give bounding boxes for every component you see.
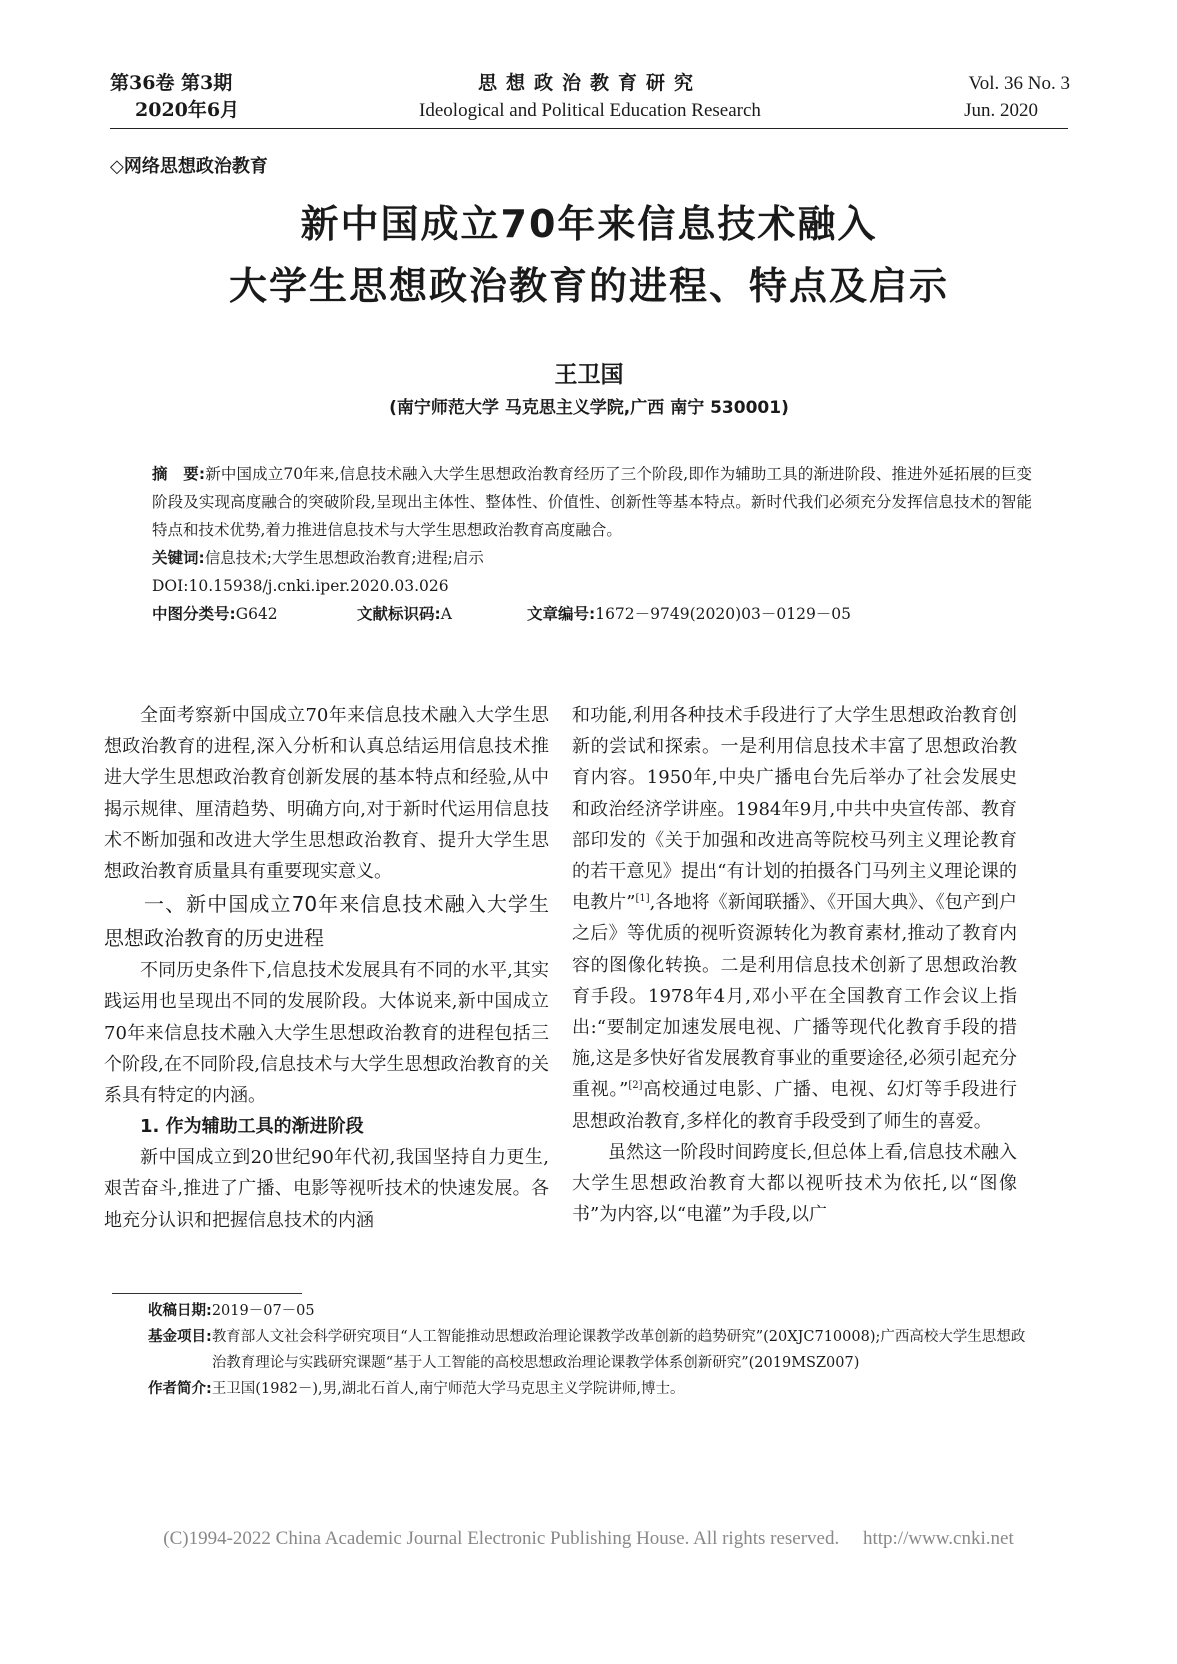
clc-label: 中图分类号: <box>152 605 236 623</box>
column-tag: ◇网络思想政治教育 <box>110 156 268 177</box>
abstract-text: 新中国成立70年来,信息技术融入大学生思想政治教育经历了三个阶段,即作为辅助工具的渐进阶段、推进外延拓展的巨变阶段及实现高度融合的突破阶段,呈现出主体性、整体性、价值性、创新性等基本特点。新时代我们必须充分发挥信息技术的智能特点和技术优势,着力推进信息技术与大学生思想政治教育高度融合。 <box>152 465 1032 539</box>
body-left-column <box>104 700 549 1236</box>
received-label: 收稿日期: <box>148 1303 212 1319</box>
body-paragraph: 新中国成立到20世纪90年代初,我国坚持自力更生,艰苦奋斗,推进了广播、电影等视听技术的快速发展。各地充分认识和把握信息技术的内涵 <box>104 1147 549 1231</box>
article-no-value: 1672－9749(2020)03－0129－05 <box>595 605 852 623</box>
author-bio-value: 王卫国(1982－),男,湖北石首人,南宁师范大学马克思主义学院讲师,博士。 <box>211 1381 685 1397</box>
article-number <box>527 600 851 628</box>
author-affiliation: (南宁师范大学 马克思主义学院,广西 南宁 530001) <box>389 398 789 418</box>
volume-issue-en: Vol. 36 No. 3 <box>968 73 1070 94</box>
paragraph-segment: 和功能,利用各种技术手段进行了大学生思想政治教育创新的尝试和探索。一是利用信息技术丰富了思想政治教育内容。1950年,中央广播电台先后举办了社会发展史和政治经济学讲座。1984年9月,中共中央宣传部、教育部印发的《关于加强和改进高等院校马列主义理论教育的若干意见》提出“有计划的拍摄各门马列主义理论课的电教片” <box>572 705 1017 914</box>
body-right-column <box>572 700 1017 1230</box>
document-code <box>357 600 527 628</box>
classification-row <box>152 600 1032 628</box>
footnotes <box>148 1298 1033 1402</box>
journal-title-en: Ideological and Political Education Research <box>419 100 761 121</box>
clc-value: G642 <box>235 605 278 623</box>
author-bio <box>148 1376 1033 1402</box>
abstract-label: 摘 要: <box>152 465 206 483</box>
volume-issue-cn: 第36卷 第3期 <box>110 72 233 94</box>
doc-code-label: 文献标识码: <box>357 605 441 623</box>
doc-code-value: A <box>440 605 452 623</box>
citation-ref-1[interactable]: [1] <box>635 893 650 905</box>
author-name: 王卫国 <box>554 362 624 388</box>
author-bio-label: 作者简介: <box>148 1381 212 1397</box>
title-line-1: 新中国成立70年来信息技术融入 <box>300 202 878 246</box>
header-divider <box>110 128 1068 129</box>
keywords-text: 信息技术;大学生思想政治教育;进程;启示 <box>204 549 484 567</box>
footnote-divider <box>112 1293 302 1294</box>
abstract <box>152 460 1032 544</box>
copyright-watermark: (C)1994-2022 China Academic Journal Electronic Publishing House. All rights reserved. http://www.cnki.net <box>163 1528 1014 1549</box>
date-cn: 2020年6月 <box>135 99 240 121</box>
journal-title <box>360 70 820 124</box>
fund-value: 教育部人文社会科学研究项目“人工智能推动思想政治理论课教学改革创新的趋势研究”(20XJC710008);广西高校大学生思想政治教育理论与实践研究课题“基于人工智能的高校思想政治理论课教学体系创新研究”(2019MSZ007) <box>211 1329 1026 1371</box>
journal-issue-en <box>880 70 1070 124</box>
fund-project <box>148 1324 1033 1376</box>
date-en: Jun. 2020 <box>964 100 1038 121</box>
keywords <box>152 544 1032 572</box>
body-paragraph: 全面考察新中国成立70年来信息技术融入大学生思想政治教育的进程,深入分析和认真总结运用信息技术推进大学生思想政治教育创新发展的基本特点和经验,从中揭示规律、厘清趋势、明确方向,对于新时代运用信息技术不断加强和改进大学生思想政治教育、提升大学生思想政治教育质量具有重要现实意义。 <box>104 705 549 883</box>
received-value: 2019－07－05 <box>211 1303 315 1319</box>
doi: DOI:10.15938/j.cnki.iper.2020.03.026 <box>152 577 449 595</box>
body-paragraph: 虽然这一阶段时间跨度长,但总体上看,信息技术融入大学生思想政治教育大都以视听技术为依托,以“图像书”为内容,以“电灌”为手段,以广 <box>572 1141 1017 1226</box>
journal-issue-cn <box>110 70 330 124</box>
journal-title-cn: 思想政治教育研究 <box>477 72 702 94</box>
clc-code <box>152 600 357 628</box>
received-date <box>148 1298 1033 1324</box>
fund-label: 基金项目: <box>148 1329 212 1345</box>
section-heading: 一、新中国成立70年来信息技术融入大学生思想政治教育的历史进程 <box>104 892 549 951</box>
title-line-2: 大学生思想政治教育的进程、特点及启示 <box>228 264 949 308</box>
keywords-label: 关键词: <box>152 549 205 567</box>
paragraph-segment: ,各地将《新闻联播》、《开国大典》、《包产到户之后》等优质的视听资源转化为教育素材,推动了教育内容的图像化转换。二是利用信息技术创新了思想政治教育手段。1978年4月,邓小平在全国教育工作会议上指出:“要制定加速发展电视、广播等现代化教育手段的措施,这是多快好省发展教育事业的重要途径,必须引起充分重视。” <box>572 892 1017 1101</box>
paragraph-segment: 高校通过电影、广播、电视、幻灯等手段进行思想政治教育,多样化的教育手段受到了师生的喜爱。 <box>572 1079 1018 1132</box>
body-paragraph: 不同历史条件下,信息技术发展具有不同的水平,其实践运用也呈现出不同的发展阶段。大体说来,新中国成立70年来信息技术融入大学生思想政治教育的进程包括三个阶段,在不同阶段,信息技术与大学生思想政治教育的关系具有特定的内涵。 <box>104 960 549 1107</box>
article-no-label: 文章编号: <box>527 605 596 623</box>
article-title <box>110 193 1068 317</box>
subsection-heading: 1. 作为辅助工具的渐进阶段 <box>140 1116 364 1138</box>
abstract-block <box>152 460 1032 628</box>
body-paragraph-continued <box>572 700 1017 1137</box>
citation-ref-2[interactable]: [2] <box>628 1080 643 1092</box>
